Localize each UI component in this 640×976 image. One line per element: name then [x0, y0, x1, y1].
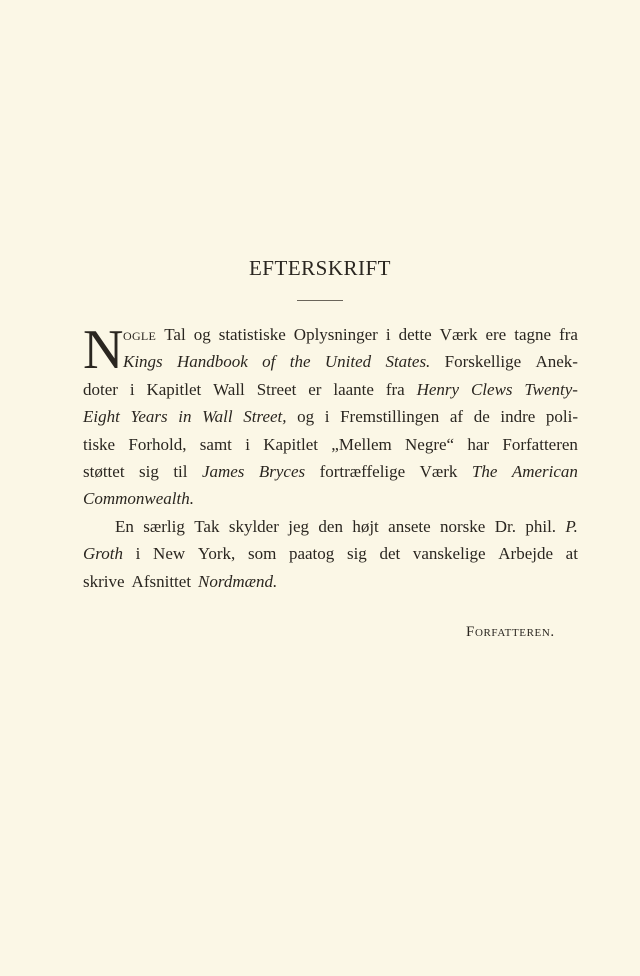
word: skrive: [83, 571, 125, 591]
word: poli-: [545, 407, 578, 427]
word: som: [247, 544, 277, 564]
word: Groth: [83, 544, 123, 564]
word: tiske: [83, 434, 116, 454]
text-line: [83, 540, 578, 567]
drop-cap: N: [83, 319, 124, 381]
word: Negre“: [405, 434, 455, 454]
body-text: [83, 321, 578, 595]
word: det: [379, 544, 401, 564]
word: Bryces: [258, 461, 306, 481]
word: ogle: [123, 325, 157, 344]
word: Anek-: [535, 352, 578, 372]
text-line: [83, 321, 578, 348]
text-line: [83, 376, 578, 403]
word: Eight: [83, 407, 120, 427]
word: støttet: [83, 461, 125, 481]
word: de: [473, 407, 490, 427]
word: New: [153, 544, 186, 564]
word: Værk: [419, 461, 458, 481]
word: Kings: [123, 352, 163, 372]
word: En: [115, 516, 134, 536]
word: Kapitlet: [146, 379, 202, 399]
word: The: [471, 461, 498, 481]
word: i: [135, 544, 141, 564]
word: Værk: [439, 325, 478, 344]
text-line: [83, 431, 578, 458]
word: Kapitlet: [263, 434, 318, 454]
word: York,: [197, 544, 236, 564]
word: jeg: [288, 516, 310, 536]
word: skylder: [228, 516, 279, 536]
text-line: [83, 458, 578, 485]
word: i: [324, 407, 330, 427]
word: Henry: [416, 379, 460, 399]
word: særlig: [143, 516, 185, 536]
word: phil.: [525, 516, 557, 536]
word: in: [178, 407, 192, 427]
word: Nordmænd.: [198, 571, 278, 591]
text-line: [83, 348, 578, 375]
text-line: [83, 485, 578, 512]
word: har: [467, 434, 490, 454]
word: sig: [346, 544, 367, 564]
word: United: [324, 352, 372, 372]
title-rule: [297, 300, 343, 301]
word: af: [449, 407, 464, 427]
word: fra: [385, 379, 405, 399]
word: samt: [199, 434, 232, 454]
word: tagne: [514, 325, 552, 344]
word: og: [297, 407, 315, 427]
text-line: [83, 513, 578, 540]
word: Afsnittet: [131, 571, 192, 591]
word: vanskelige: [412, 544, 486, 564]
word: the: [289, 352, 311, 372]
word: til: [173, 461, 188, 481]
word: Dr.: [494, 516, 516, 536]
word: Wall: [213, 379, 245, 399]
word: Oplysninger: [293, 325, 378, 344]
word: i: [245, 434, 250, 454]
word: fra: [559, 325, 578, 344]
page-title: EFTERSKRIFT: [248, 256, 392, 280]
word: Arbejde: [498, 544, 554, 564]
word: laante: [333, 379, 374, 399]
word: „Mellem: [331, 434, 392, 454]
paragraph-1: [83, 321, 578, 513]
word: Forhold,: [128, 434, 187, 454]
author-signature: Forfatteren.: [466, 624, 555, 640]
word: dette: [398, 325, 432, 344]
word: Clews: [470, 379, 513, 399]
word: i: [385, 325, 391, 344]
word: Wall: [202, 407, 233, 427]
word: norske: [440, 516, 486, 536]
word: fortræffelige: [319, 461, 406, 481]
word: Fremstillingen: [340, 407, 440, 427]
text-line: [83, 403, 578, 430]
word: States.: [385, 352, 431, 372]
word: Handbook: [177, 352, 248, 372]
paragraph-2: [83, 513, 578, 595]
word: og: [193, 325, 211, 344]
word: ansete: [388, 516, 431, 536]
word: indre: [500, 407, 536, 427]
word: Tal: [164, 325, 186, 344]
word: American: [511, 461, 578, 481]
word: sig: [139, 461, 159, 481]
word: of: [262, 352, 276, 372]
word: den: [318, 516, 343, 536]
word: højt: [352, 516, 379, 536]
word: Forfatteren: [502, 434, 578, 454]
word: Street,: [243, 407, 287, 427]
word: ere: [485, 325, 507, 344]
word: Commonwealth.: [83, 489, 194, 509]
text-line: [83, 568, 578, 595]
word: James: [201, 461, 245, 481]
word: P.: [565, 516, 578, 536]
word: Street: [256, 379, 297, 399]
word: Forskellige: [444, 352, 522, 372]
word: Twenty-: [524, 379, 578, 399]
word: at: [565, 544, 578, 564]
word: Years: [130, 407, 168, 427]
word: statistiske: [218, 325, 286, 344]
word: paatog: [288, 544, 335, 564]
word: i: [129, 379, 135, 399]
word: Tak: [194, 516, 220, 536]
word: er: [308, 379, 322, 399]
word: doter: [83, 379, 118, 399]
